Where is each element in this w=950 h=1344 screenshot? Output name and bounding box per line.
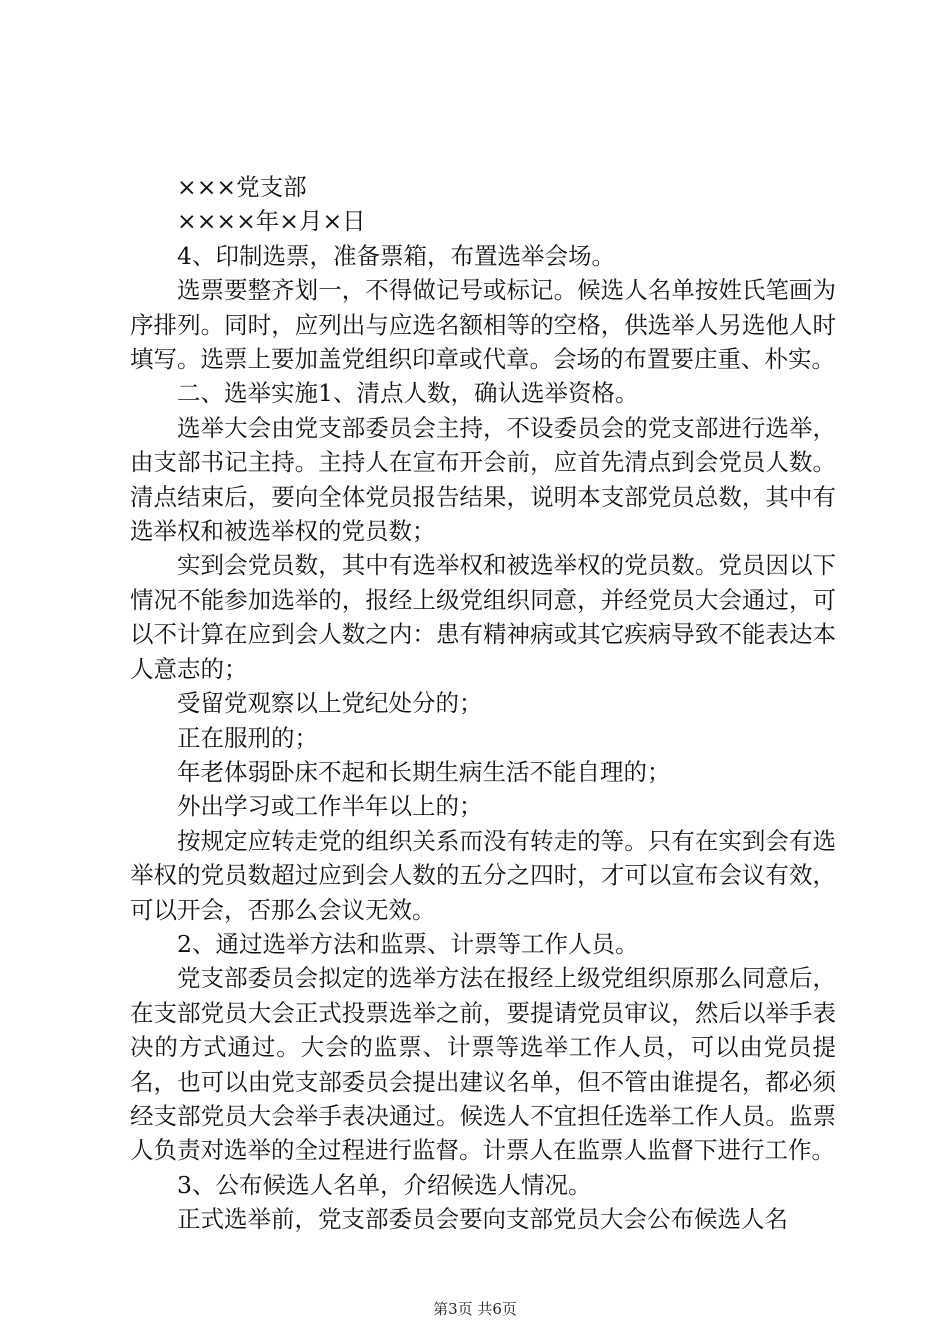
document-body (130, 170, 836, 1237)
paragraph-attendance: 实到会党员数，其中有选举权和被选举权的党员数。党员因以下情况不能参加选举的，报经上级党组织同意，并经党员大会通过，可以不计算在应到会人数之内：患有精神病或其它疾病导致不能表达本人意志的； (130, 551, 836, 683)
paragraph-election-method: 党支部委员会拟定的选举方法在报经上级党组织原那么同意后，在支部党员大会正式投票选举之前，要提请党员审议，然后以举手表决的方式通过。大会的监票、计票等选举工作人员，可以由党员提名，也可以由党支部委员会提出建议名单，但不管由谁提名，都必须经支部党员大会举手表决通过。候选人不宜担任选举工作人员。监票人负责对选举的全过程进行监督。计票人在监票人监督下进行工作。 (130, 964, 836, 1165)
page-number-footer: 第3页 共6页 (433, 1300, 517, 1318)
paragraph-meeting-host: 选举大会由党支部委员会主持，不设委员会的党支部进行选举，由支部书记主持。主持人在宣布开会前，应首先清点到会党员人数。清点结束后，要向全体党员报告结果，说明本支部党员总数，其中有选举权和被选举权的党员数； (130, 413, 836, 546)
paragraph-step-4: 4、印制选票，准备票箱，布置选举会场。 (177, 241, 615, 270)
paragraph-party-branch: ×××党支部 (177, 173, 307, 201)
paragraph-item-serving-sentence: 正在服刑的； (177, 723, 318, 752)
paragraph-step-3: 3、公布候选人名单，介绍候选人情况。 (177, 1170, 592, 1199)
paragraph-ballot-requirements: 选票要整齐划一，不得做记号或标记。候选人名单按姓氏笔画为序排列。同时，应列出与应选名额相等的空格，供选举人另选他人时填写。选票上要加盖党组织印章或代章。会场的布置要庄重、朴实。 (130, 276, 836, 374)
paragraph-item-away: 外出学习或工作半年以上的； (177, 792, 483, 821)
paragraph-date: ××××年×月×日 (177, 207, 366, 236)
paragraph-item-elderly-ill: 年老体弱卧床不起和长期生病生活不能自理的； (177, 757, 671, 786)
paragraph-candidate-list: 正式选举前，党支部委员会要向支部党员大会公布候选人名 (177, 1205, 788, 1234)
paragraph-section-2-step-1: 二、选举实施1、清点人数，确认选举资格。 (177, 379, 639, 408)
paragraph-step-2: 2、通过选举方法和监票、计票等工作人员。 (177, 929, 639, 958)
paragraph-item-discipline: 受留党观察以上党纪处分的； (177, 689, 483, 718)
paragraph-quorum: 按规定应转走党的组织关系而没有转走的等。只有在实到会有选举权的党员数超过应到会人数的五分之四时，才可以宣布会议有效，可以开会，否那么会议无效。 (130, 826, 836, 924)
